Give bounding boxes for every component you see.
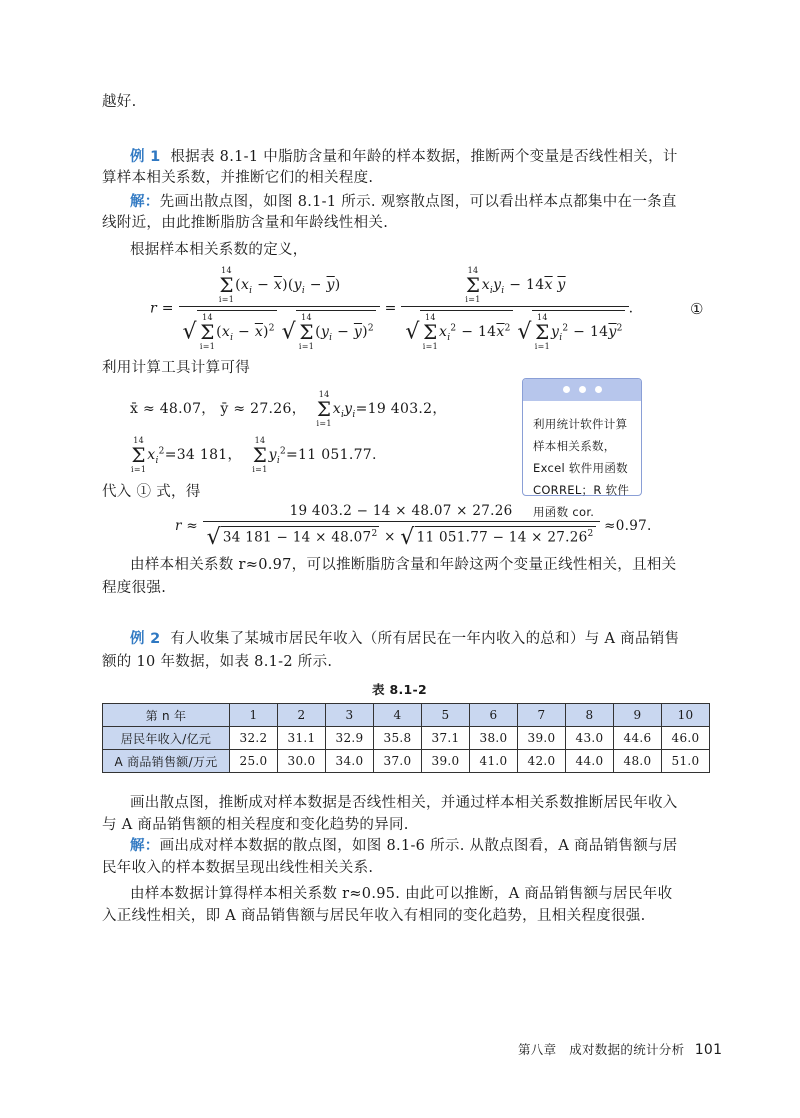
table-cell: 10 bbox=[662, 704, 710, 727]
page-footer bbox=[518, 1040, 722, 1058]
substitute-line: 代入 ① 式，得 bbox=[102, 484, 201, 500]
solution1-line1: 先画出散点图，如图 8.1-1 所示. 观察散点图，可以看出样本点都集中在一条直 bbox=[159, 194, 677, 210]
table-cell: 32.2 bbox=[230, 727, 278, 750]
solution2-label: 解： bbox=[130, 838, 160, 854]
result-numerator: 19 403.2 − 14 × 48.07 × 27.26 bbox=[289, 503, 513, 519]
result-den-part1: 34 181 − 14 × 48.07 bbox=[222, 529, 372, 545]
example1-text-line2: 算样本相关系数，并推断它们的相关程度. bbox=[102, 170, 374, 186]
conclusion1-line2: 程度很强. bbox=[102, 580, 167, 596]
table-cell: 25.0 bbox=[230, 750, 278, 773]
table-cell: 34.0 bbox=[326, 750, 374, 773]
example2-solution bbox=[130, 836, 678, 856]
table-row-label: A 商品销售额/万元 bbox=[103, 750, 230, 773]
computed-values-row2: 14 Σ i=1 $x_i^2=34$ 181， 14 Σ i=1 $y_i^2=11$ 051.77. bbox=[131, 436, 377, 474]
table-cell: 43.0 bbox=[566, 727, 614, 750]
example2-text-line2: 额的 10 年数据，如表 8.1-2 所示. bbox=[102, 654, 333, 670]
page-number: 101 bbox=[694, 1042, 723, 1058]
note-dot-icon bbox=[595, 386, 602, 393]
table-cell: 5 bbox=[422, 704, 470, 727]
example1-label: 例 1 bbox=[130, 149, 161, 165]
table-header-label: 第 n 年 bbox=[103, 704, 230, 727]
solution2-line1: 画出成对样本数据的散点图，如图 8.1-6 所示. 从散点图看，A 商品销售额与居 bbox=[159, 838, 678, 854]
table-cell: 9 bbox=[614, 704, 662, 727]
table-cell: 39.0 bbox=[422, 750, 470, 773]
software-note bbox=[522, 378, 642, 519]
sum-x2-value: =34 181， bbox=[164, 447, 242, 463]
conclusion1-line1: 由样本相关系数 r≈0.97，可以推断脂肪含量和年龄这两个变量正线性相关，且相关 bbox=[130, 557, 677, 573]
table-cell: 4 bbox=[374, 704, 422, 727]
table-cell: 31.1 bbox=[278, 727, 326, 750]
solution1-line2: 线附近，由此推断脂肪含量和年龄线性相关. bbox=[102, 215, 389, 231]
chapter-title: 第八章 成对数据的统计分析 bbox=[518, 1042, 685, 1057]
example1-statement bbox=[130, 147, 678, 167]
task2-line2: 与 A 商品销售额的相关程度和变化趋势的异同. bbox=[102, 817, 409, 833]
example1-solution bbox=[130, 192, 677, 212]
intro-text: 越好. bbox=[102, 94, 137, 110]
table-cell: 7 bbox=[518, 704, 566, 727]
correlation-formula: r = 14 Σ i=1 $(x_i - \overline{x})(y_i - \overline{y})$ √ 14 Σ i=1 $(x_i - \overline{x})^2$ √ 14 Σ i=1 $(y_i - \overline{y})^2$ = 14 Σ i=1 $x_iy_i - 14\overline{x}$ $\overline{y}$ √ 14 Σ i=1 $x_i^2 - 14\overline{x}^2$ √ 14 Σ i=1 $y_i^2 - 14\overline{y}^2$ . bbox=[150, 266, 634, 351]
example2-statement bbox=[130, 629, 679, 649]
result2-line1: 由样本数据计算得样本相关系数 r≈0.95. 由此可以推断，A 商品销售额与居民年收 bbox=[130, 886, 673, 902]
table-cell: 1 bbox=[230, 704, 278, 727]
table-cell: 39.0 bbox=[518, 727, 566, 750]
result-value: ≈0.97. bbox=[604, 518, 652, 534]
table-cell: 32.9 bbox=[326, 727, 374, 750]
data-table bbox=[102, 703, 710, 773]
note-dot-icon bbox=[563, 386, 570, 393]
formula-fraction-left: 14 Σ i=1 $(x_i - \overline{x})(y_i - \overline{y})$ √ 14 Σ i=1 $(x_i - \overline{x})^2$ √ 14 Σ i=1 $(y_i - \overline{y})^2$ bbox=[179, 266, 380, 351]
example2-label: 例 2 bbox=[130, 631, 161, 647]
result-den-part2: 11 051.77 − 14 × 27.26 bbox=[416, 529, 588, 545]
table-cell: 48.0 bbox=[614, 750, 662, 773]
table-row bbox=[103, 704, 710, 727]
table-cell: 41.0 bbox=[470, 750, 518, 773]
table-cell: 2 bbox=[278, 704, 326, 727]
equation-marker: ① bbox=[690, 300, 704, 318]
table-cell: 37.1 bbox=[422, 727, 470, 750]
table-cell: 37.0 bbox=[374, 750, 422, 773]
solution1-label: 解： bbox=[130, 194, 160, 210]
definition-line: 根据样本相关系数的定义， bbox=[130, 242, 308, 258]
table-cell: 44.6 bbox=[614, 727, 662, 750]
note-header bbox=[523, 379, 641, 401]
task2-line1: 画出散点图，推断成对样本数据是否线性相关，并通过样本相关系数推断居民年收入 bbox=[130, 795, 678, 811]
table-row bbox=[103, 750, 710, 773]
sum-y2-value: =11 051.77. bbox=[286, 447, 377, 463]
example1-text-line1: 根据表 8.1-1 中脂肪含量和年龄的样本数据，推断两个变量是否线性相关，计 bbox=[170, 149, 678, 165]
note-dot-icon bbox=[579, 386, 586, 393]
example2-text-line1: 有人收集了某城市居民年收入（所有居民在一年内收入的总和）与 A 商品销售 bbox=[170, 631, 680, 647]
result-fraction: $\frac{19 403.2 - 14 \times 48.07 \times 27.26}{√ 34 181 - 14 \times 48.07^2 \times √ 11 051.77 - 14 \times 27.26^2}$ bbox=[203, 503, 600, 550]
table-cell: 44.0 bbox=[566, 750, 614, 773]
solution2-line2: 民年收入的样本数据呈现出线性相关关系. bbox=[102, 860, 374, 876]
table-cell: 3 bbox=[326, 704, 374, 727]
table-cell: 6 bbox=[470, 704, 518, 727]
table-row bbox=[103, 727, 710, 750]
note-text: 利用统计软件计算样本相关系数，Excel 软件用函数 CORREL；R 软件用函数 cor. bbox=[533, 417, 630, 519]
table-cell: 51.0 bbox=[662, 750, 710, 773]
table-cell: 38.0 bbox=[470, 727, 518, 750]
result-formula: r ≈ $\frac{19 403.2 - 14 \times 48.07 \times 27.26}{√ 34 181 - 14 \times 48.07^2 \times √ 11 051.77 - 14 \times 27.26^2}$ ≈0.97. bbox=[175, 503, 652, 550]
computed-values-row1: x̄ ≈ 48.07， ȳ ≈ 27.26， 14 Σ i=1 $x_iy_i=19$ 403.2， bbox=[130, 390, 447, 428]
table-cell: 46.0 bbox=[662, 727, 710, 750]
sum-xy-value: =19 403.2， bbox=[355, 401, 447, 417]
table-row-label: 居民年收入/亿元 bbox=[103, 727, 230, 750]
result2-line2: 入正线性相关，即 A 商品销售额与居民年收入有相同的变化趋势，且相关程度很强. bbox=[102, 908, 646, 924]
ybar-value: ȳ ≈ 27.26， bbox=[220, 401, 306, 417]
table-caption: 表 8.1-2 bbox=[372, 682, 427, 697]
table-cell: 35.8 bbox=[374, 727, 422, 750]
formula-fraction-right: 14 Σ i=1 $x_iy_i - 14\overline{x}$ $\overline{y}$ √ 14 Σ i=1 $x_i^2 - 14\overline{x}^2$ √ 14 Σ i=1 $y_i^2 - 14\overline{y}^2$ bbox=[401, 266, 628, 351]
compute-line: 利用计算工具计算可得 bbox=[102, 360, 250, 376]
xbar-value: x̄ ≈ 48.07， bbox=[130, 401, 216, 417]
table-cell: 8 bbox=[566, 704, 614, 727]
table-cell: 42.0 bbox=[518, 750, 566, 773]
table-cell: 30.0 bbox=[278, 750, 326, 773]
